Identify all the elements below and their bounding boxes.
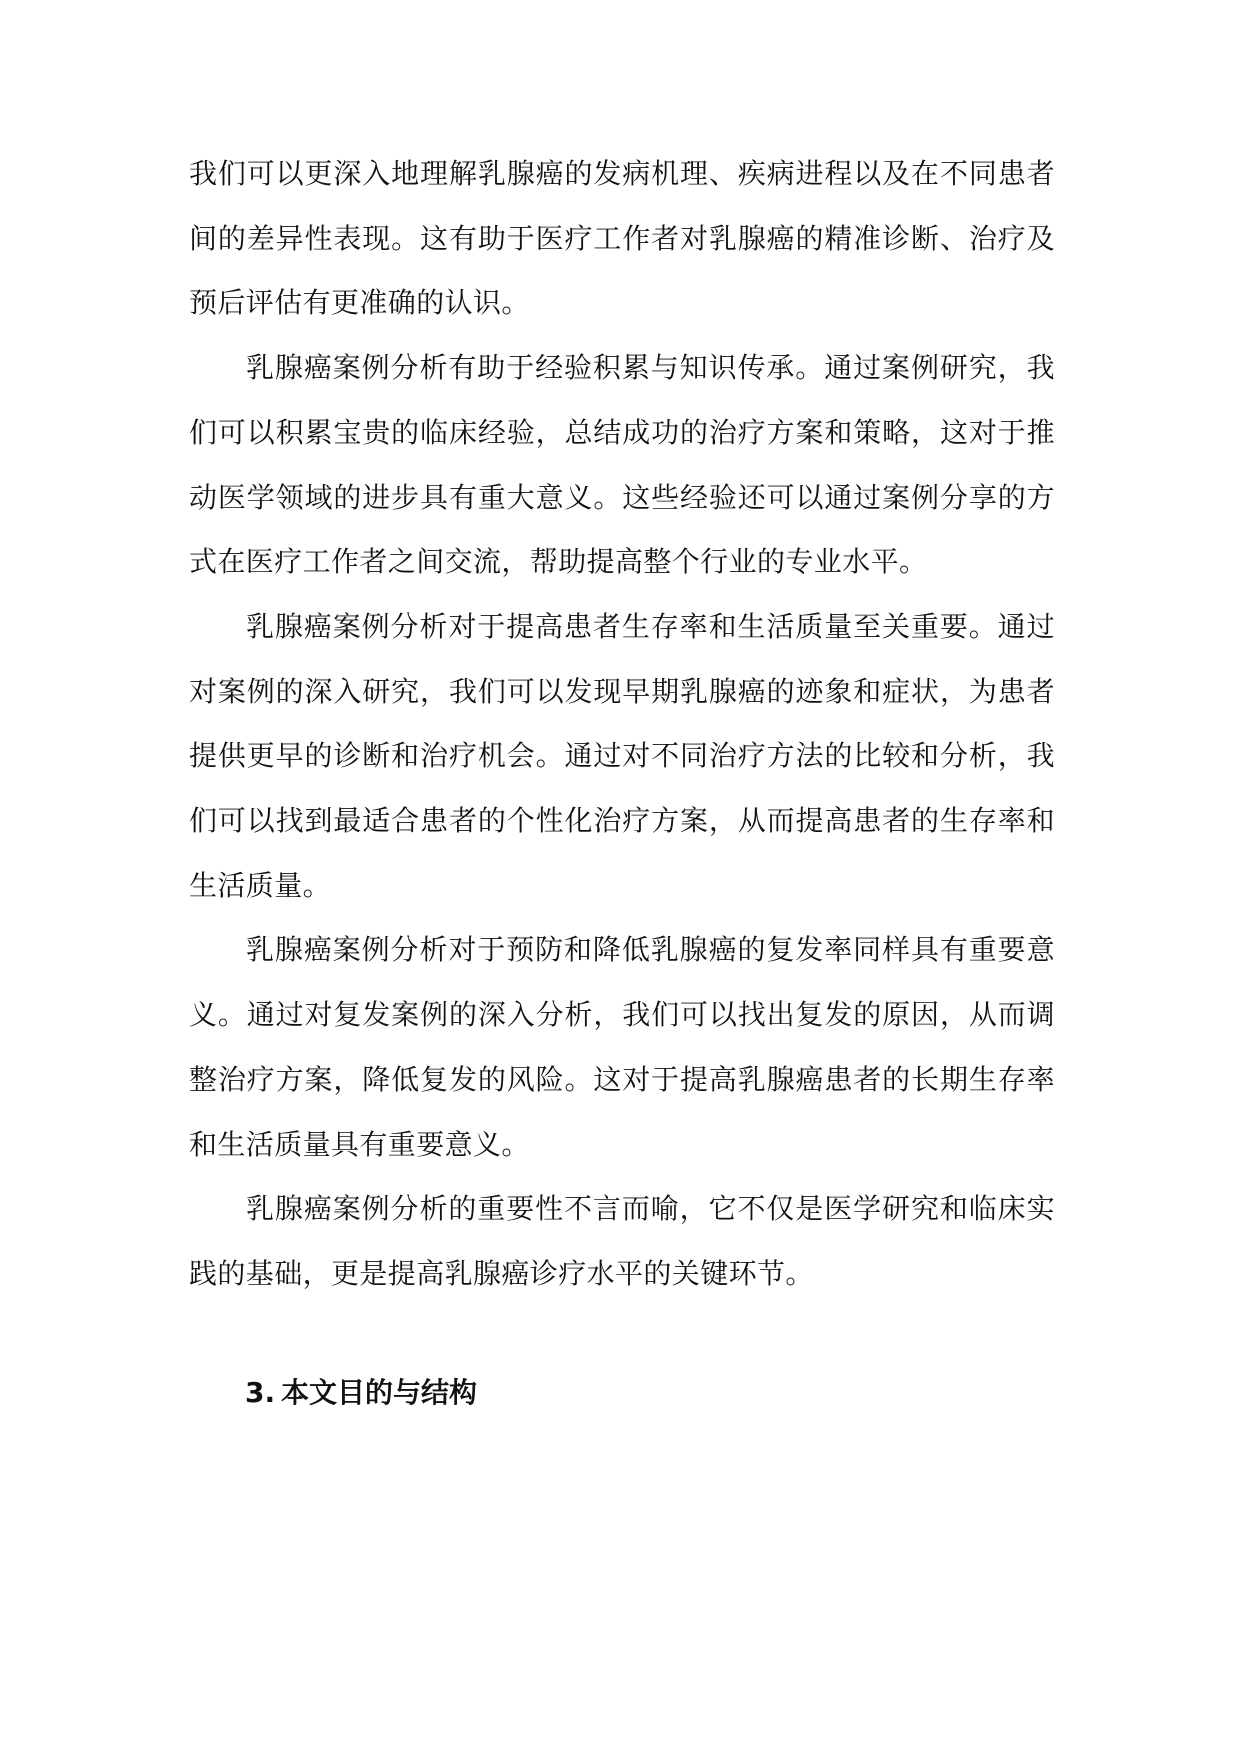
document-body <box>189 142 1055 1413</box>
paragraph-recurrence: 乳腺癌案例分析对于预防和降低乳腺癌的复发率同样具有重要意义。通过对复发案例的深入分析，我们可以找出复发的原因，从而调整治疗方案，降低复发的风险。这对于提高乳腺癌患者的长期生存率和生活质量具有重要意义。 <box>189 933 1055 1161</box>
paragraph-survival: 乳腺癌案例分析对于提高患者生存率和生活质量至关重要。通过对案例的深入研究，我们可以发现早期乳腺癌的迹象和症状，为患者提供更早的诊断和治疗机会。通过对不同治疗方法的比较和分析，我们可以找到最适合患者的个性化治疗方案，从而提高患者的生存率和生活质量。 <box>189 609 1055 902</box>
section-heading <box>189 1373 1055 1413</box>
paragraph-importance: 乳腺癌案例分析的重要性不言而喻，它不仅是医学研究和临床实践的基础，更是提高乳腺癌诊疗水平的关键环节。 <box>189 1192 1055 1290</box>
section-title: 本文目的与结构 <box>281 1375 478 1409</box>
paragraph-continuation: 我们可以更深入地理解乳腺癌的发病机理、疾病进程以及在不同患者间的差异性表现。这有助于医疗工作者对乳腺癌的精准诊断、治疗及预后评估有更准确的认识。 <box>189 157 1055 320</box>
paragraph-experience: 乳腺癌案例分析有助于经验积累与知识传承。通过案例研究，我们可以积累宝贵的临床经验，总结成功的治疗方案和策略，这对于推动医学领域的进步具有重大意义。这些经验还可以通过案例分享的方式在医疗工作者之间交流，帮助提高整个行业的专业水平。 <box>189 351 1055 579</box>
section-number: 3. <box>245 1375 276 1409</box>
